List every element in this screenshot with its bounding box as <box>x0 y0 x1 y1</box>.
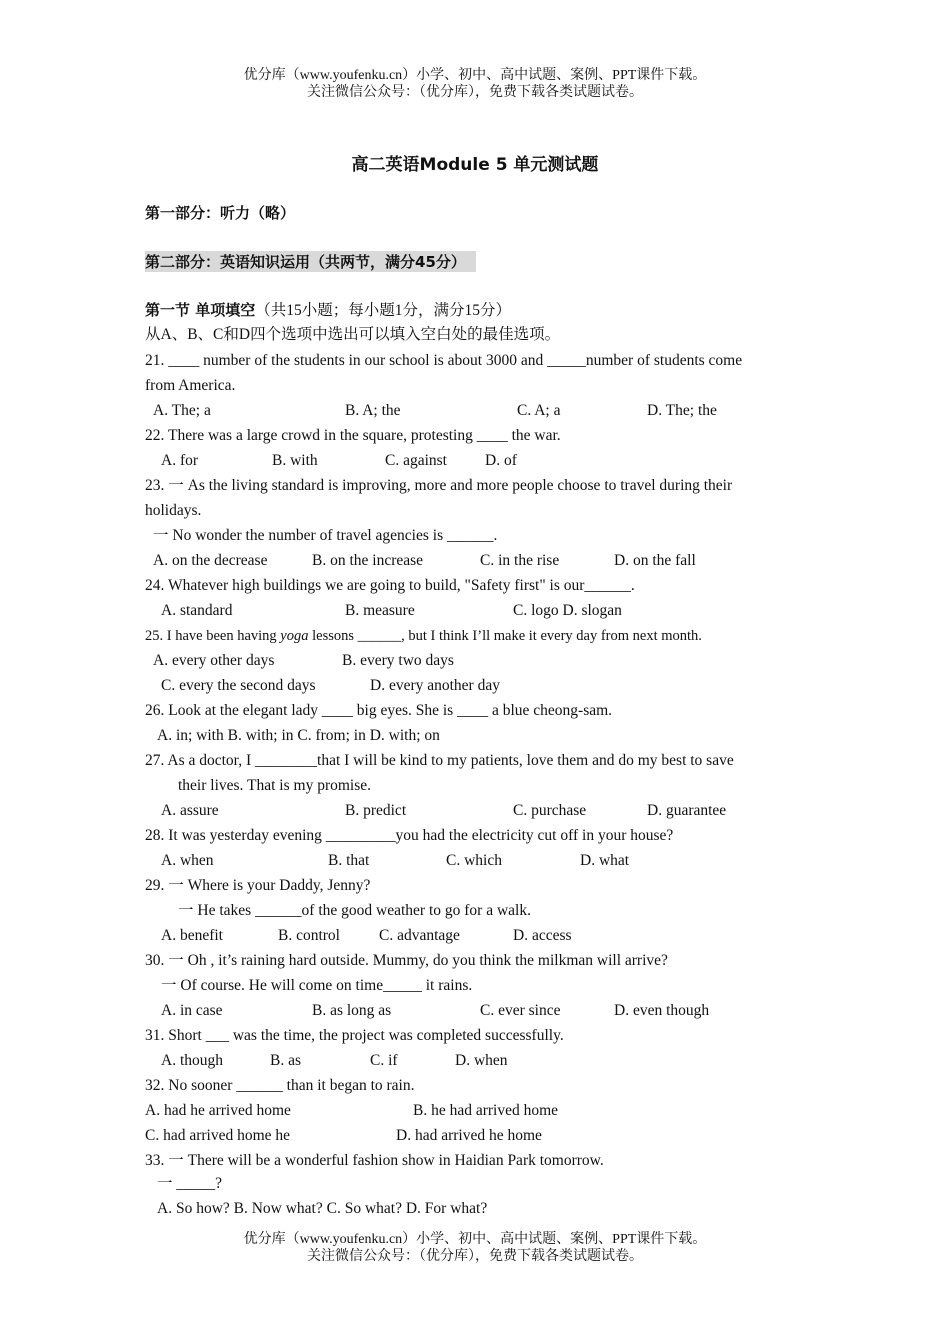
q28-option: C. which <box>446 852 502 869</box>
section1-note: （共15小题；每小题1分，满分15分） <box>255 302 511 319</box>
q23-option: A. on the decrease <box>153 552 268 569</box>
q31-option: D. when <box>455 1052 508 1069</box>
header-line-2: 关注微信公众号：（优分库），免费下载各类试题试卷。 <box>307 85 643 100</box>
q33-reply: 一 _____? <box>157 1175 223 1192</box>
q23-option: C. in the rise <box>480 552 560 569</box>
q27-option: D. guarantee <box>647 802 727 819</box>
q23-reply: 一 No wonder the number of travel agencies is ______. <box>153 527 498 544</box>
q23-stem-cont: holidays. <box>145 502 202 519</box>
q21-stem-cont: from America. <box>145 377 236 394</box>
q22-option: A. for <box>161 452 199 469</box>
q33-options: A. So how? B. Now what? C. So what? D. For what? <box>157 1200 488 1217</box>
section1-instruction: 从A、B、C和D四个选项中选出可以填入空白处的最佳选项。 <box>145 326 561 343</box>
q29-reply: 一 He takes ______of the good weather to go for a walk. <box>178 902 531 919</box>
header-line-1: 优分库（www.youfenku.cn）小学、初中、高中试题、案例、PPT课件下载。 <box>243 68 707 83</box>
q30-reply: 一 Of course. He will come on time_____ it rains. <box>161 977 473 994</box>
part2-heading: 第二部分：英语知识运用（共两节，满分45分） <box>145 251 476 272</box>
q24-option: B. measure <box>345 602 415 619</box>
q30-stem: 30. 一 Oh , it’s raining hard outside. Mummy, do you think the milkman will arrive? <box>145 952 668 969</box>
section1-heading-line <box>145 300 511 321</box>
q28-option: A. when <box>161 852 214 869</box>
q25-option: A. every other days <box>153 652 275 669</box>
document-title: 高二英语Module 5 单元测试题 <box>351 155 599 175</box>
q31-stem: 31. Short ___ was the time, the project was completed successfully. <box>145 1027 564 1044</box>
q21-option: D. The; the <box>647 402 717 419</box>
q31-option: B. as <box>270 1052 301 1069</box>
q30-option: A. in case <box>161 1002 223 1019</box>
q29-option: B. control <box>278 927 340 944</box>
q25-stem-post: lessons ______, but I think I’ll make it every day from next month. <box>308 628 702 644</box>
q32-option: C. had arrived home he <box>145 1127 291 1144</box>
q31-option: C. if <box>370 1052 398 1069</box>
page-footer <box>0 1231 950 1265</box>
q24-option: C. logo D. slogan <box>513 602 622 619</box>
q27-option: C. purchase <box>513 802 587 819</box>
q24-option: A. standard <box>161 602 233 619</box>
q27-option: A. assure <box>161 802 219 819</box>
footer-line-2: 关注微信公众号：（优分库），免费下载各类试题试卷。 <box>307 1249 643 1264</box>
q29-stem: 29. 一 Where is your Daddy, Jenny? <box>145 877 371 894</box>
part1-heading: 第一部分：听力（略） <box>145 204 296 222</box>
q22-option: D. of <box>485 452 517 469</box>
q32-stem: 32. No sooner ______ than it began to rain. <box>145 1077 415 1094</box>
footer-line-1: 优分库（www.youfenku.cn）小学、初中、高中试题、案例、PPT课件下载。 <box>243 1232 707 1247</box>
q32-option: D. had arrived he home <box>396 1127 542 1144</box>
q23-option: D. on the fall <box>614 552 696 569</box>
q25-stem <box>145 626 702 646</box>
q30-option: D. even though <box>614 1002 710 1019</box>
q32-option: B. he had arrived home <box>413 1102 559 1119</box>
q23-stem: 23. 一 As the living standard is improving, more and more people choose to travel during their <box>145 477 733 494</box>
q26-stem: 26. Look at the elegant lady ____ big eyes. She is ____ a blue cheong-sam. <box>145 702 613 719</box>
q29-option: D. access <box>513 927 572 944</box>
q31-option: A. though <box>161 1052 223 1069</box>
q21-option: C. A; a <box>517 402 561 419</box>
page-header <box>0 67 950 101</box>
q24-stem: 24. Whatever high buildings we are going to build, "Safety first" is our______. <box>145 577 635 594</box>
section1-heading: 第一节 单项填空 <box>145 301 256 319</box>
q25-option: D. every another day <box>370 677 500 694</box>
q27-option: B. predict <box>345 802 407 819</box>
q21-option: A. The; a <box>153 402 211 419</box>
q25-option: C. every the second days <box>161 677 316 694</box>
q22-option: B. with <box>272 452 318 469</box>
q29-option: C. advantage <box>379 927 460 944</box>
q27-stem-cont: their lives. That is my promise. <box>178 777 372 794</box>
q25-stem-pre: 25. I have been having <box>145 628 281 644</box>
q32-option: A. had he arrived home <box>145 1102 291 1119</box>
q22-stem: 22. There was a large crowd in the square, protesting ____ the war. <box>145 427 561 444</box>
q25-stem-italic: yoga <box>280 628 309 644</box>
q33-stem: 33. 一 There will be a wonderful fashion show in Haidian Park tomorrow. <box>145 1152 604 1169</box>
q28-option: B. that <box>328 852 370 869</box>
q28-stem: 28. It was yesterday evening _________you had the electricity cut off in your house? <box>145 827 674 844</box>
q27-stem: 27. As a doctor, I ________that I will be kind to my patients, love them and do my best to save <box>145 752 734 769</box>
q21-stem: 21. ____ number of the students in our school is about 3000 and _____number of students come <box>145 352 743 369</box>
q30-option: C. ever since <box>480 1002 561 1019</box>
q22-option: C. against <box>385 452 447 469</box>
q30-option: B. as long as <box>312 1002 392 1019</box>
q25-option: B. every two days <box>342 652 454 669</box>
q23-option: B. on the increase <box>312 552 424 569</box>
q28-option: D. what <box>580 852 630 869</box>
q26-options: A. in; with B. with; in C. from; in D. with; on <box>157 727 440 744</box>
q29-option: A. benefit <box>161 927 223 944</box>
q21-option: B. A; the <box>345 402 401 419</box>
